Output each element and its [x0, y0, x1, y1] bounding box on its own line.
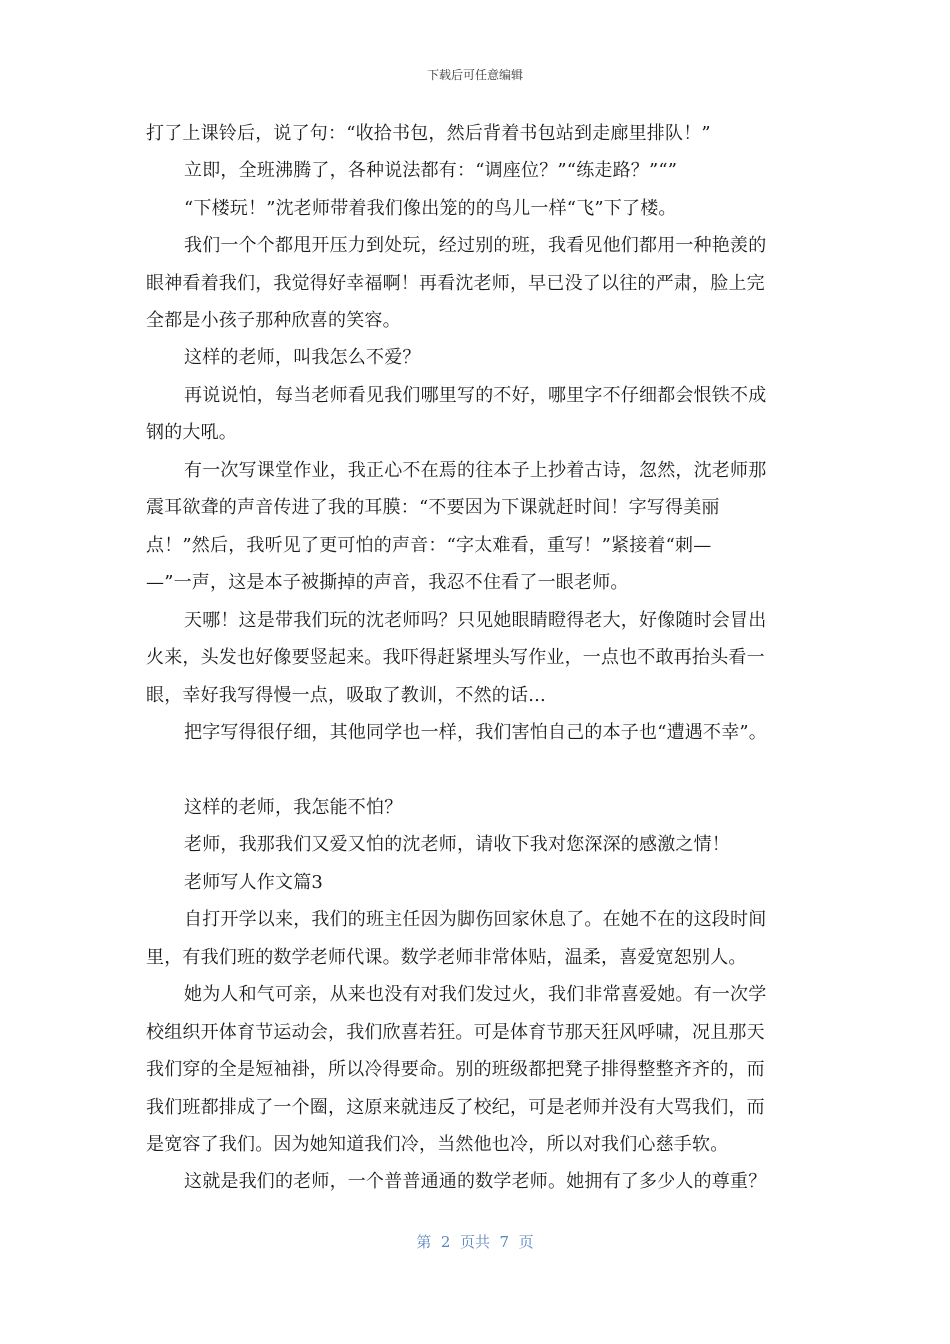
text-line: “下楼玩！”沈老师带着我们像出笼的的鸟儿一样“飞”下了楼。 [184, 198, 677, 219]
section-heading: 老师写人作文篇3 [184, 872, 324, 893]
text-line: 眼神看着我们，我觉得好幸福啊！再看沈老师，早已没了以往的严肃，脸上完 [146, 273, 765, 294]
text-line: 我们班都排成了一个圈，这原来就违反了校纪，可是老师并没有大骂我们，而 [146, 1097, 765, 1118]
text-line: 校组织开体育节运动会，我们欣喜若狂。可是体育节那天狂风呼啸，况且那天 [146, 1022, 765, 1043]
text-line: —”一声，这是本子被撕掉的声音，我忍不住看了一眼老师。 [146, 572, 629, 593]
text-line: 全都是小孩子那种欣喜的笑容。 [146, 310, 401, 331]
page-number-footer: 第 2 页共 7 页 [416, 1233, 534, 1251]
text-line: 是宽容了我们。因为她知道我们冷，当然他也冷，所以对我们心慈手软。 [146, 1134, 729, 1155]
text-line: 再说说怕，每当老师看见我们哪里写的不好，哪里字不仔细都会恨铁不成 [184, 385, 767, 406]
text-line: 眼，幸好我写得慢一点，吸取了教训，不然的话... [146, 685, 546, 706]
text-line: 这样的老师，叫我怎么不爱？ [184, 347, 421, 368]
text-line: 把字写得很仔细，其他同学也一样，我们害怕自己的本子也“遭遇不幸”。 [184, 722, 768, 743]
text-line: 天哪！这是带我们玩的沈老师吗？只见她眼睛瞪得老大，好像随时会冒出 [184, 610, 767, 631]
text-line: 她为人和气可亲，从来也没有对我们发过火，我们非常喜爱她。有一次学 [184, 984, 767, 1005]
text-line: 打了上课铃后，说了句：“收拾书包，然后背着书包站到走廊里排队！” [146, 123, 711, 144]
text-line: 立即，全班沸腾了，各种说法都有：“调座位？”“练走路？”“” [184, 160, 678, 181]
text-line: 火来，头发也好像要竖起来。我吓得赶紧埋头写作业，一点也不敢再抬头看一 [146, 647, 765, 668]
text-line: 老师，我那我们又爱又怕的沈老师，请收下我对您深深的感激之情！ [184, 834, 730, 855]
text-line: 钢的大吼。 [146, 422, 237, 443]
text-line: 这样的老师，我怎能不怕？ [184, 797, 403, 818]
text-line: 点！”然后，我听见了更可怕的声音：“字太难看，重写！”紧接着“刺— [146, 535, 712, 556]
text-line: 里，有我们班的数学老师代课。数学老师非常体贴，温柔，喜爱宽恕别人。 [146, 947, 747, 968]
page-header: 下载后可任意编辑 [426, 68, 523, 82]
text-line: 我们一个个都甩开压力到处玩，经过别的班，我看见他们都用一种艳羡的 [184, 235, 767, 256]
text-line: 自打开学以来，我们的班主任因为脚伤回家休息了。在她不在的这段时间 [184, 909, 767, 930]
text-line: 这就是我们的老师，一个普普通通的数学老师。她拥有了多少人的尊重？ [184, 1171, 767, 1192]
text-line: 震耳欲聋的声音传进了我的耳膜：“不要因为下课就赶时间！字写得美丽 [146, 497, 720, 518]
text-line: 我们穿的全是短袖褂，所以冷得要命。别的班级都把凳子排得整整齐齐的，而 [146, 1059, 765, 1080]
text-line: 有一次写课堂作业，我正心不在焉的往本子上抄着古诗，忽然，沈老师那 [184, 460, 767, 481]
